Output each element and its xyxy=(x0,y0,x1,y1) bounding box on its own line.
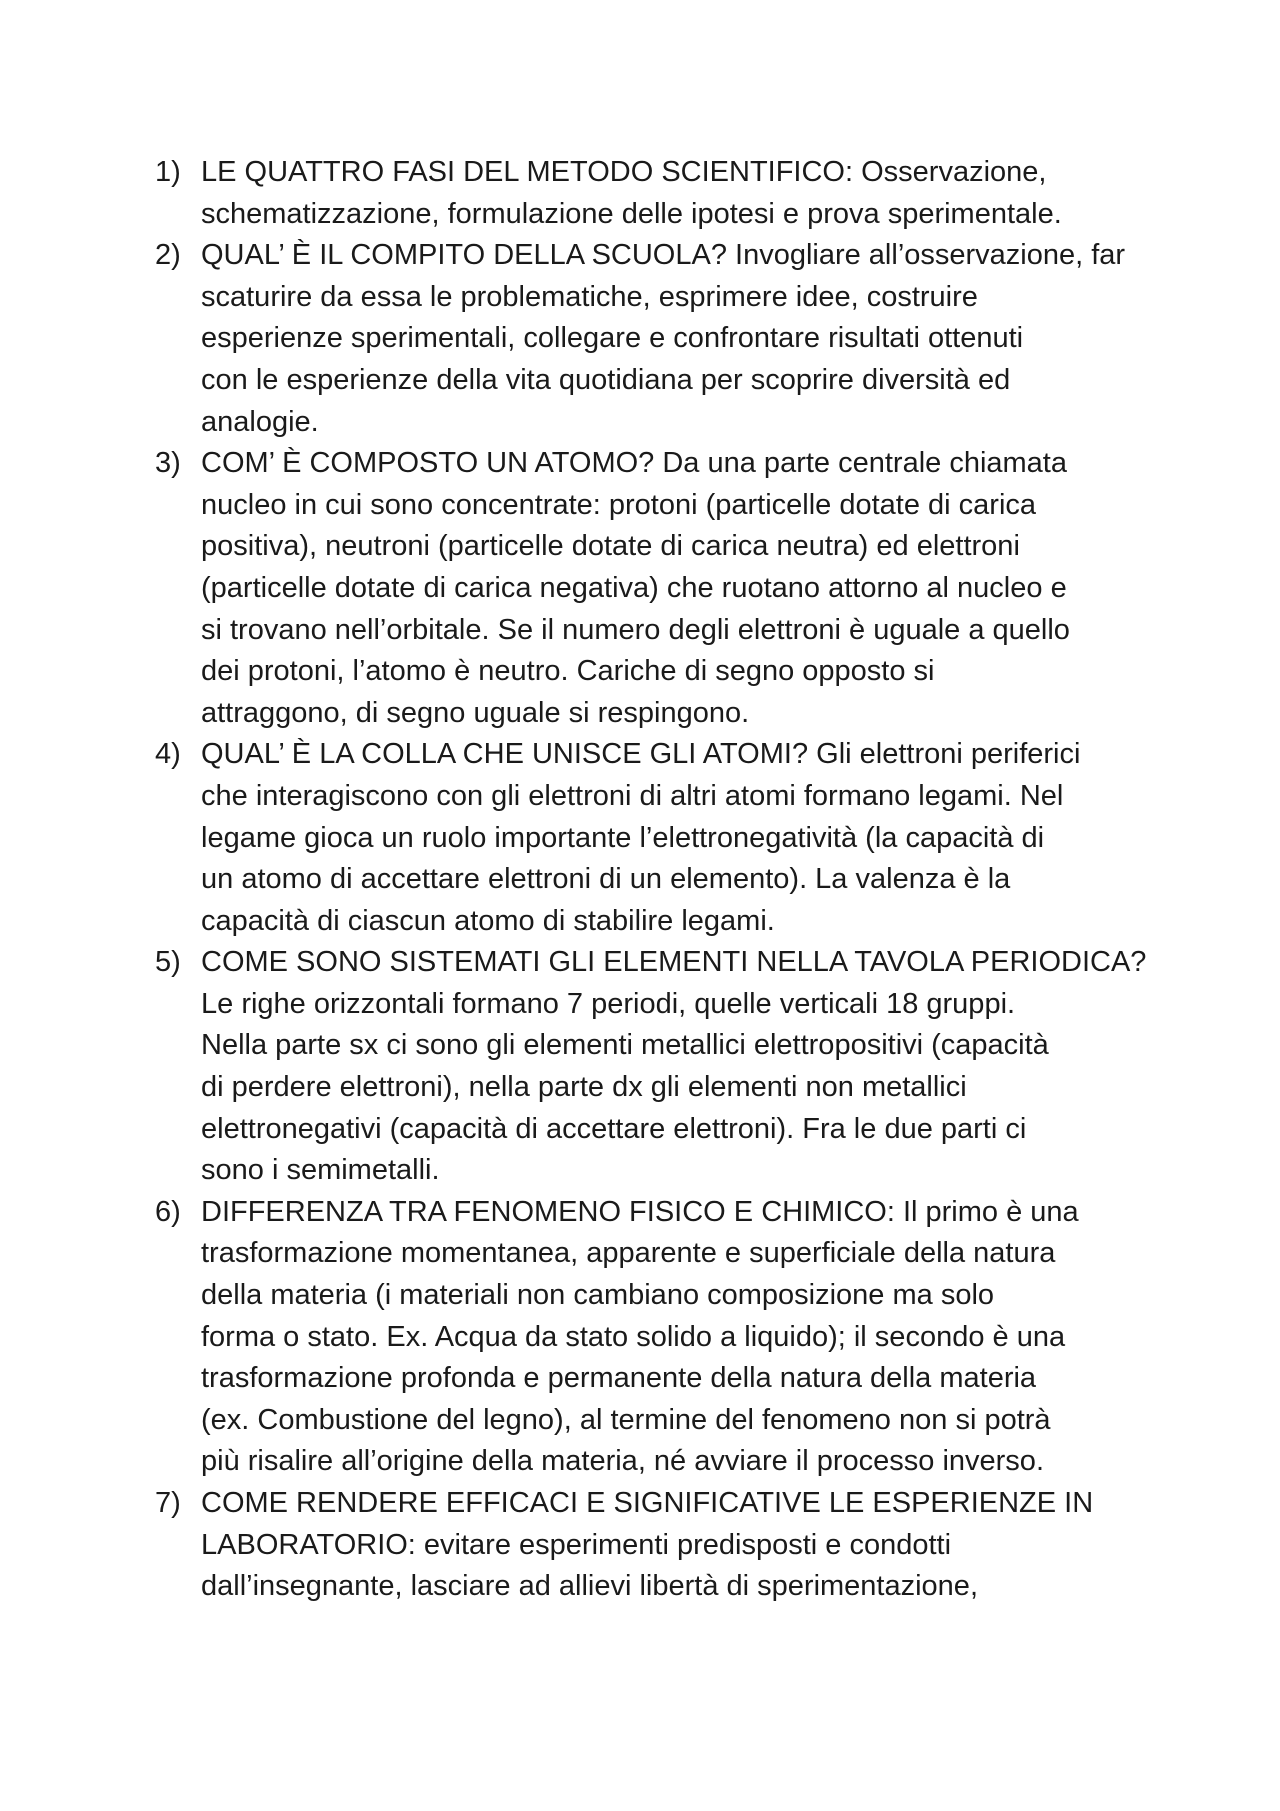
item-number: 4) xyxy=(155,738,181,771)
list-item xyxy=(155,1192,1165,1483)
text-line: COME RENDERE EFFICACI E SIGNIFICATIVE LE ESPERIENZE IN xyxy=(201,1487,1094,1519)
text-line: COME SONO SISTEMATI GLI ELEMENTI NELLA TAVOLA PERIODICA? xyxy=(201,946,1147,979)
item-text xyxy=(199,443,1165,734)
text-line: Nella parte sx ci sono gli elementi metallici elettropositivi (capacità xyxy=(201,1029,1049,1062)
item-number: 1) xyxy=(155,156,181,188)
text-line: attraggono, di segno uguale si respingono. xyxy=(201,696,750,729)
text-line: COM’ È COMPOSTO UN ATOMO? Da una parte centrale chiamata xyxy=(201,447,1067,480)
text-line: più risalire all’origine della materia, né avviare il processo inverso. xyxy=(201,1445,1044,1478)
item-number: 6) xyxy=(155,1195,181,1228)
text-line: DIFFERENZA TRA FENOMENO FISICO E CHIMICO: Il primo è una xyxy=(201,1195,1079,1228)
list-item xyxy=(155,942,1165,1192)
item-text xyxy=(199,942,1165,1192)
text-line: analogie. xyxy=(201,405,319,438)
text-line: Le righe orizzontali formano 7 periodi, quelle verticali 18 gruppi. xyxy=(201,987,1016,1020)
text-line: forma o stato. Ex. Acqua da stato solido a liquido); il secondo è una xyxy=(201,1320,1066,1353)
text-line: trasformazione profonda e permanente della natura della materia xyxy=(201,1362,1037,1395)
text-line: QUAL’ È IL COMPITO DELLA SCUOLA? Invogliare all’osservazione, far xyxy=(201,239,1126,272)
text-line: QUAL’ È LA COLLA CHE UNISCE GLI ATOMI? Gli elettroni periferici xyxy=(201,738,1081,771)
text-line: LE QUATTRO FASI DEL METODO SCIENTIFICO: Osservazione, xyxy=(201,156,1047,188)
text-line: dall’insegnante, lasciare ad allievi libertà di sperimentazione, xyxy=(201,1570,978,1603)
item-number: 2) xyxy=(155,239,181,272)
text-line: positiva), neutroni (particelle dotate di carica neutra) ed elettroni xyxy=(201,530,1020,563)
text-line: un atomo di accettare elettroni di un elemento). La valenza è la xyxy=(201,863,1011,896)
item-text xyxy=(199,152,1165,235)
list-item xyxy=(155,443,1165,734)
text-line: della materia (i materiali non cambiano composizione ma solo xyxy=(201,1279,995,1312)
item-number: 3) xyxy=(155,447,181,480)
item-text xyxy=(199,235,1165,443)
text-line: sono i semimetalli. xyxy=(201,1154,440,1187)
list-item xyxy=(155,152,1165,235)
item-text xyxy=(199,734,1165,942)
text-line: si trovano nell’orbitale. Se il numero degli elettroni è uguale a quello xyxy=(201,613,1070,646)
list-item xyxy=(155,1483,1165,1608)
text-line: legame gioca un ruolo importante l’elettronegatività (la capacità di xyxy=(201,821,1045,854)
text-line: di perdere elettroni), nella parte dx gli elementi non metallici xyxy=(201,1071,967,1104)
text-line: (particelle dotate di carica negativa) che ruotano attorno al nucleo e xyxy=(201,571,1067,604)
text-line: esperienze sperimentali, collegare e confrontare risultati ottenuti xyxy=(201,322,1024,355)
text-line: elettronegativi (capacità di accettare elettroni). Fra le due parti ci xyxy=(201,1112,1027,1145)
text-line: con le esperienze della vita quotidiana per scoprire diversità ed xyxy=(201,363,1011,396)
text-line: che interagiscono con gli elettroni di altri atomi formano legami. Nel xyxy=(201,779,1064,812)
text-line: dei protoni, l’atomo è neutro. Cariche di segno opposto si xyxy=(201,655,935,688)
question-list xyxy=(155,152,1165,1608)
text-line: capacità di ciascun atomo di stabilire legami. xyxy=(201,904,775,937)
text-line: (ex. Combustione del legno), al termine del fenomeno non si potrà xyxy=(201,1403,1051,1436)
text-line: trasformazione momentanea, apparente e superficiale della natura xyxy=(201,1237,1056,1270)
text-line: LABORATORIO: evitare esperimenti predisposti e condotti xyxy=(201,1528,952,1561)
item-text xyxy=(199,1483,1165,1608)
item-number: 5) xyxy=(155,946,181,979)
text-line: schematizzazione, formulazione delle ipotesi e prova sperimentale. xyxy=(201,197,1062,230)
item-text xyxy=(199,1192,1165,1483)
text-line: scaturire da essa le problematiche, esprimere idee, costruire xyxy=(201,280,978,313)
text-line: nucleo in cui sono concentrate: protoni (particelle dotate di carica xyxy=(201,488,1037,521)
list-item xyxy=(155,734,1165,942)
list-item xyxy=(155,235,1165,443)
item-number: 7) xyxy=(155,1487,181,1519)
